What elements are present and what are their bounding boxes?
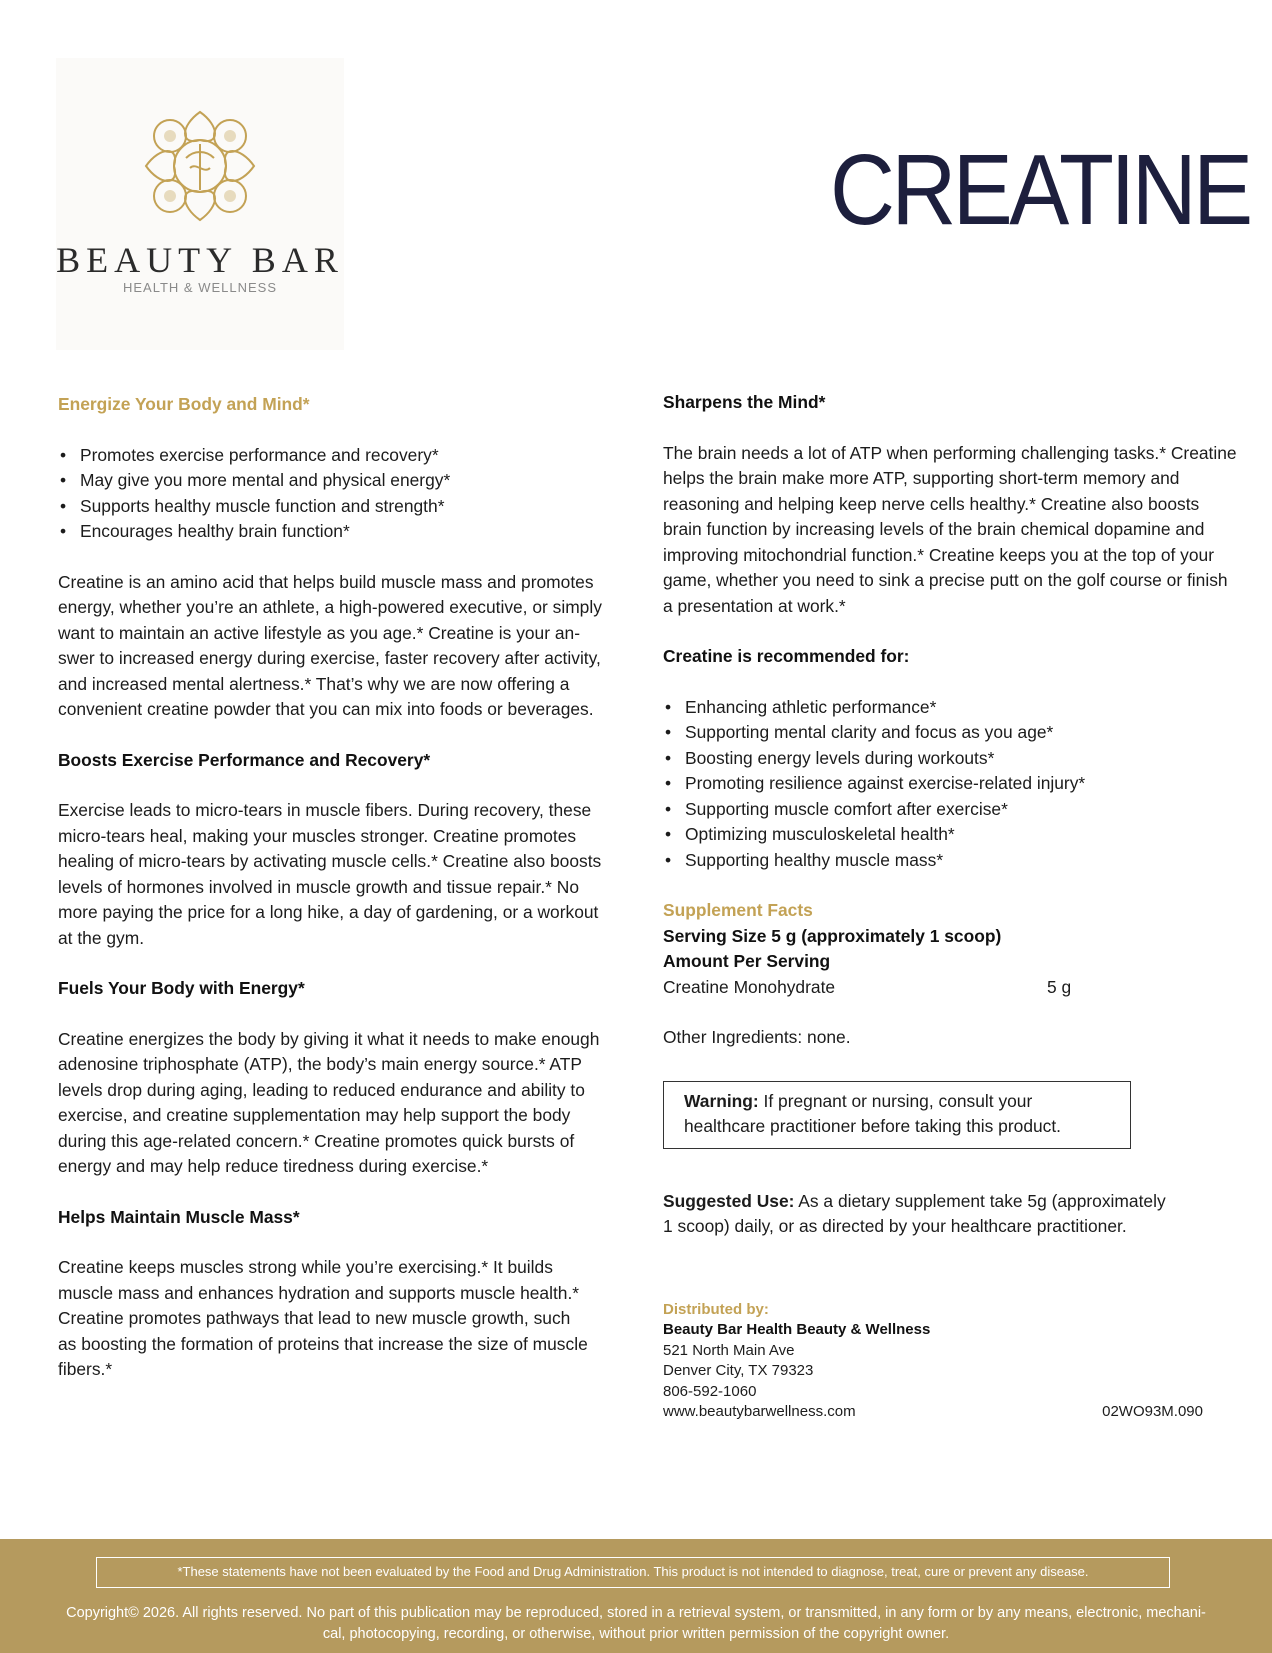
text-line: brain function by increasing levels of the brain chemical dopamine and <box>663 519 1205 539</box>
distributor-block <box>663 1300 1243 1423</box>
amount-per-serving: Amount Per Serving <box>663 951 831 971</box>
mind-heading: Sharpens the Mind* <box>663 392 826 412</box>
recommended-heading: Creatine is recommended for: <box>663 646 910 666</box>
muscle-paragraph <box>58 1255 618 1383</box>
distributor-street: 521 North Main Ave <box>663 1341 795 1359</box>
intro-paragraph <box>58 570 618 723</box>
suggested-use <box>663 1189 1243 1240</box>
text-line: during this age-related concern.* Creatine promotes quick bursts of <box>58 1130 575 1151</box>
warning-box <box>663 1081 1131 1149</box>
muscle-heading: Helps Maintain Muscle Mass* <box>58 1206 300 1227</box>
list-item: • Supporting healthy muscle mass* <box>663 848 1243 874</box>
distributor-phone: 806-592-1060 <box>663 1382 757 1400</box>
text-line: Creatine energizes the body by giving it what it needs to make enough <box>58 1028 600 1049</box>
distributor-city: Denver City, TX 79323 <box>663 1362 814 1379</box>
text-line: and increased mental alertness.* That’s why we are now offering a <box>58 673 570 694</box>
text-line: muscle mass and enhances hydration and supports muscle health.* <box>58 1282 580 1303</box>
supplement-facts-heading: Supplement Facts <box>663 900 813 920</box>
text-line: a presentation at work.* <box>663 595 846 616</box>
text-line: micro-tears heal, making your muscles stronger. Creatine promotes <box>58 825 577 846</box>
list-item: • Encourages healthy brain function* <box>58 519 618 545</box>
boosts-heading: Boosts Exercise Performance and Recovery* <box>58 749 431 770</box>
text-line: Creatine promotes pathways that lead to new muscle growth, such <box>58 1308 571 1328</box>
text-line: reasoning and helping keep nerve cells healthy.* Creatine also boosts <box>663 493 1200 514</box>
fda-disclaimer: *These statements have not been evaluated by the Food and Drug Administration. This product is not intended to diagnose, treat, cure or prevent any disease. <box>96 1557 1170 1588</box>
list-item: • Enhancing athletic performance* <box>663 695 1243 721</box>
text-line: healing of micro-tears by activating muscle cells.* Creatine also boosts <box>58 851 602 871</box>
warning-text-line2: healthcare practitioner before taking this product. <box>684 1116 1062 1136</box>
distributor-company: Beauty Bar Health Beauty & Wellness <box>663 1321 931 1338</box>
copyright-notice <box>60 1603 1212 1645</box>
product-title: CREATINE <box>830 134 1250 246</box>
brand-tagline: HEALTH & WELLNESS <box>122 280 278 295</box>
text-line: levels of hormones involved in muscle growth and tissue repair.* No <box>58 876 580 897</box>
ingredient-name: Creatine Monohydrate <box>663 976 836 997</box>
text-line: swer to increased energy during exercise, faster recovery after activity, <box>58 648 601 668</box>
ornate-caduceus-logo-icon <box>140 106 260 226</box>
copyright-line: cal, photocopying, recording, or otherwise, without prior written permission of the copyright owner. <box>322 1626 950 1642</box>
energize-bullet-list <box>58 443 618 545</box>
brand-name: BEAUTY BAR <box>56 240 344 280</box>
boosts-paragraph <box>58 798 618 951</box>
text-line: convenient creatine powder that you can mix into foods or beverages. <box>58 699 594 719</box>
suggested-use-label: Suggested Use: <box>663 1190 795 1211</box>
text-line: Creatine is an amino acid that helps build muscle mass and promotes <box>58 571 594 592</box>
suggested-use-text: As a dietary supplement take 5g (approximately <box>794 1190 1166 1211</box>
serving-size: Serving Size 5 g (approximately 1 scoop) <box>663 925 1002 946</box>
text-line: more paying the price for a long hike, a day of gardening, or a workout <box>58 902 599 922</box>
text-line: fibers.* <box>58 1359 113 1379</box>
copyright-line: Copyright© 2026. All rights reserved. No part of this publication may be reproduced, stored in a retrieval system, or transmitted, in any form or by any means, electronic, mechani- <box>66 1605 1206 1621</box>
list-item: • Optimizing musculoskeletal health* <box>663 822 1243 848</box>
text-line: Exercise leads to micro-tears in muscle fibers. During recovery, these <box>58 800 592 820</box>
text-line: energy, whether you’re an athlete, a high-powered executive, or simply <box>58 597 602 617</box>
distributor-heading: Distributed by: <box>663 1300 769 1318</box>
list-item: • May give you more mental and physical energy* <box>58 468 618 494</box>
energize-heading: Energize Your Body and Mind* <box>58 394 310 414</box>
text-line: helps the brain make more ATP, supporting short-term memory and <box>663 468 1180 488</box>
list-item: • Promotes exercise performance and recovery* <box>58 443 618 469</box>
text-line: Creatine keeps muscles strong while you’re exercising.* It builds <box>58 1257 553 1277</box>
list-item: • Promoting resilience against exercise-related injury* <box>663 771 1243 797</box>
product-code: 02WO93M.090 <box>1102 1403 1203 1420</box>
suggested-use-text-line2: 1 scoop) daily, or as directed by your healthcare practitioner. <box>663 1216 1127 1236</box>
text-line: game, whether you need to sink a precise putt on the golf course or finish <box>663 570 1228 590</box>
ingredient-amount: 5 g <box>1047 976 1072 997</box>
text-line: energy and may help reduce tiredness during exercise.* <box>58 1156 489 1176</box>
text-line: improving mitochondrial function.* Creatine keeps you at the top of your <box>663 544 1215 565</box>
other-ingredients: Other Ingredients: none. <box>663 1027 851 1047</box>
right-column <box>663 390 1243 1423</box>
text-line: levels drop during aging, leading to reduced endurance and ability to <box>58 1079 585 1100</box>
text-line: The brain needs a lot of ATP when performing challenging tasks.* Creatine <box>663 442 1237 463</box>
mind-paragraph <box>663 441 1243 620</box>
footer-band <box>0 1539 1272 1653</box>
text-line: want to maintain an active lifestyle as you age.* Creatine is your an- <box>58 622 580 643</box>
text-line: as boosting the formation of proteins that increase the size of muscle <box>58 1333 588 1354</box>
text-line: adenosine triphosphate (ATP), the body’s main energy source.* ATP <box>58 1054 582 1074</box>
text-line: exercise, and creatine supplementation may help support the body <box>58 1105 571 1125</box>
distributor-website-link[interactable]: www.beautybarwellness.com <box>663 1403 856 1420</box>
recommended-bullet-list <box>663 695 1243 874</box>
list-item: • Supporting muscle comfort after exercise* <box>663 797 1243 823</box>
brand-logo <box>56 58 344 350</box>
warning-label: Warning: <box>684 1090 759 1111</box>
warning-text: If pregnant or nursing, consult your <box>758 1090 1033 1111</box>
supplement-facts <box>663 898 1243 1051</box>
fuels-heading: Fuels Your Body with Energy* <box>58 978 305 998</box>
text-line: at the gym. <box>58 927 145 948</box>
list-item: • Supporting mental clarity and focus as you age* <box>663 720 1243 746</box>
list-item: • Boosting energy levels during workouts* <box>663 746 1243 772</box>
ingredient-row <box>663 975 1243 1001</box>
list-item: • Supports healthy muscle function and strength* <box>58 494 618 520</box>
left-column <box>58 392 618 1383</box>
fuels-paragraph <box>58 1027 618 1180</box>
